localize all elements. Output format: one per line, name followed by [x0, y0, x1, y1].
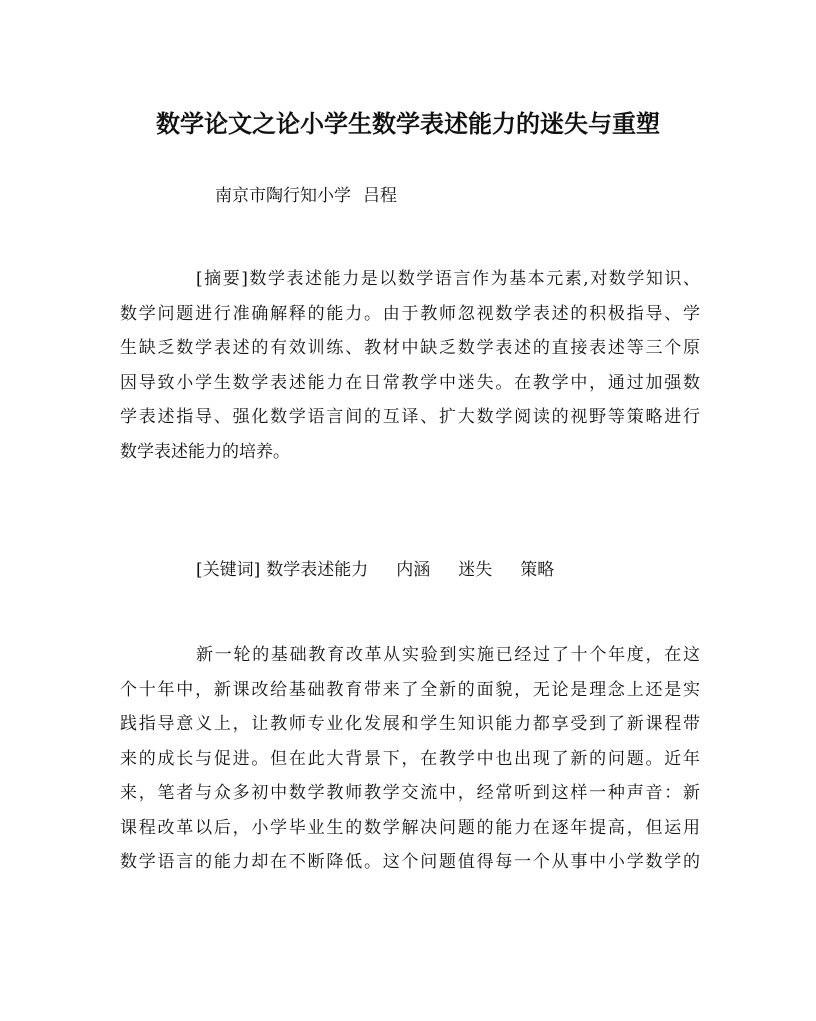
keyword-item: 内涵	[396, 560, 431, 580]
body-line: 数学语言的能力却在不断降低。这个问题值得每一个从事中小学数学的	[120, 852, 700, 872]
body-line: 践指导意义上，让教师专业化发展和学生知识能力都享受到了新课程带	[120, 714, 700, 734]
keywords-label: [关键词]	[196, 560, 261, 580]
abstract-line: 生缺乏数学表述的有效训练、教材中缺乏数学表述的直接表述等三个原	[120, 338, 700, 358]
body-line: 来的成长与促进。但在此大背景下，在教学中也出现了新的问题。近年	[120, 748, 700, 769]
body-paragraph	[120, 638, 700, 880]
body-line: 新一轮的基础教育改革从实验到实施已经过了十个年度，在这	[196, 645, 700, 665]
body-line: 课程改革以后，小学毕业生的数学解决问题的能力在逐年提高，但运用	[120, 817, 700, 838]
abstract-line: 因导致小学生数学表述能力在日常教学中迷失。在教学中，通过加强数	[120, 372, 700, 393]
keyword-item: 数学表述能力	[266, 560, 369, 580]
keyword-item: 迷失	[458, 560, 493, 580]
author-school: 南京市陶行知小学	[215, 186, 351, 206]
abstract-line: 数学问题进行准确解释的能力。由于教师忽视数学表述的积极指导、学	[120, 303, 700, 324]
body-line: 来，笔者与众多初中数学教师教学交流中，经常听到这样一种声音：新	[120, 783, 700, 803]
keywords-line	[196, 556, 554, 584]
abstract-paragraph	[120, 262, 700, 469]
author-name: 吕程	[363, 186, 397, 206]
document-title: 数学论文之论小学生数学表述能力的迷失与重塑	[156, 109, 660, 138]
keyword-item: 策略	[520, 560, 555, 580]
body-line: 个十年中，新课改给基础教育带来了全新的面貌，无论是理念上还是实	[120, 679, 700, 700]
abstract-line: [摘要]数学表述能力是以数学语言作为基本元素,对数学知识、	[196, 269, 700, 289]
abstract-line: 数学表述能力的培养。	[120, 441, 290, 462]
author-line	[215, 182, 397, 210]
abstract-line: 学表述指导、强化数学语言间的互译、扩大数学阅读的视野等策略进行	[120, 407, 700, 427]
